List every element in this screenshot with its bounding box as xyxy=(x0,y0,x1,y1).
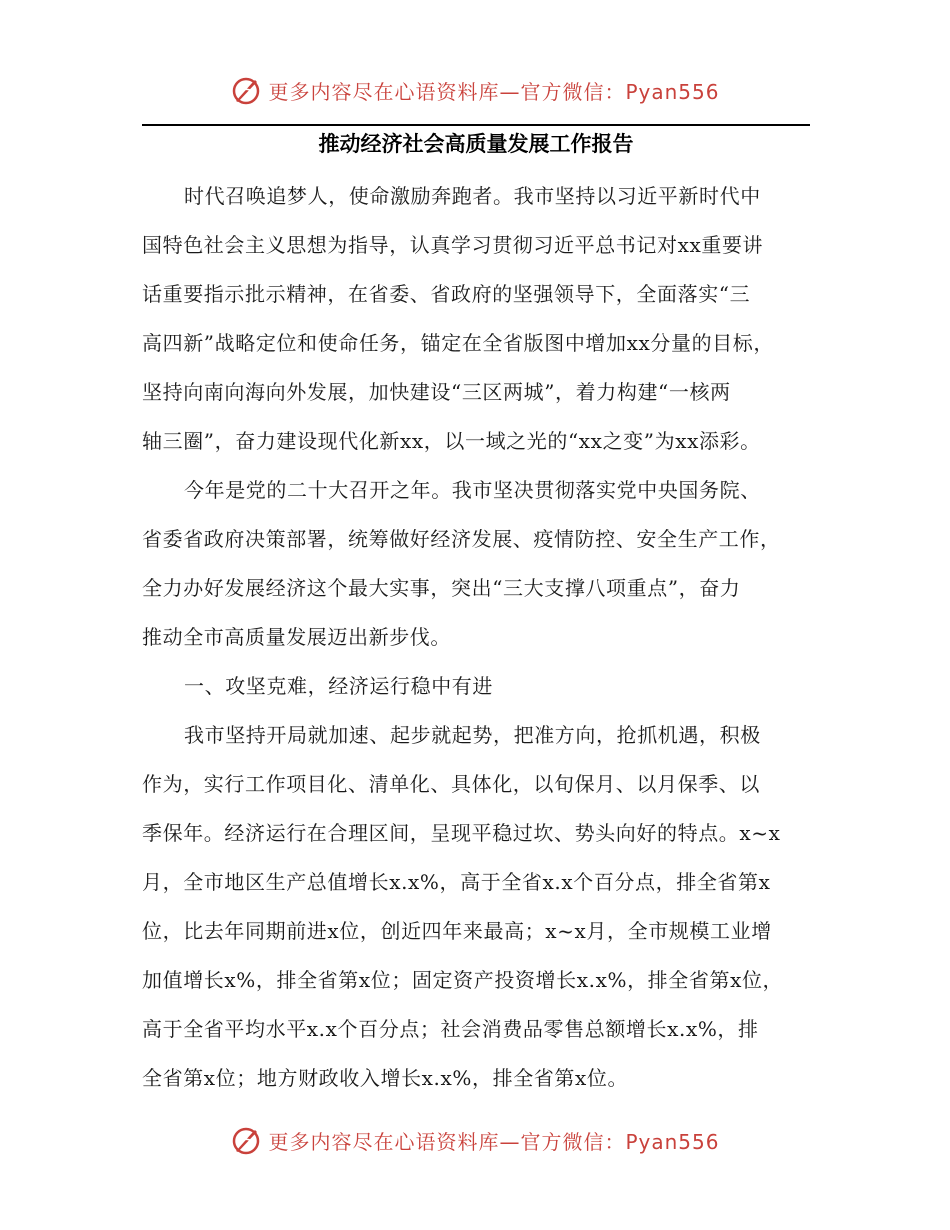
section-heading-1: 一、攻坚克难，经济运行稳中有进 xyxy=(184,674,493,698)
paragraph-3-line-5: 位，比去年同期前进x位，创近四年来最高；x~x月，全市规模工业增 xyxy=(142,919,772,943)
paragraph-1-line-6: 轴三圈”，奋力建设现代化新xx，以一域之光的“xx之变”为xx添彩。 xyxy=(142,429,761,453)
paragraph-3-line-2: 作为，实行工作项目化、清单化、具体化，以旬保月、以月保季、以 xyxy=(142,772,760,796)
paragraph-1-line-1: 时代召唤追梦人，使命激励奔跑者。我市坚持以习近平新时代中 xyxy=(184,184,761,208)
quill-logo-icon xyxy=(230,74,262,106)
quill-logo-icon xyxy=(230,1124,262,1156)
paragraph-3-line-3: 季保年。经济运行在合理区间，呈现平稳过坎、势头向好的特点。x~x xyxy=(142,821,781,845)
footer-banner-text: 更多内容尽在心语资料库—官方微信：Pyan556 xyxy=(268,1129,720,1154)
header-rule xyxy=(142,124,810,126)
paragraph-3-line-8: 全省第x位；地方财政收入增长x.x%，排全省第x位。 xyxy=(142,1066,629,1090)
paragraph-3-line-7: 高于全省平均水平x.x个百分点；社会消费品零售总额增长x.x%，排 xyxy=(142,1017,759,1041)
paragraph-1-line-3: 话重要指示批示精神，在省委、省政府的坚强领导下，全面落实“三 xyxy=(142,282,751,306)
paragraph-1-line-2: 国特色社会主义思想为指导，认真学习贯彻习近平总书记对xx重要讲 xyxy=(142,233,764,257)
paragraph-3-line-1: 我市坚持开局就加速、起步就起势，把准方向，抢抓机遇，积极 xyxy=(184,723,761,747)
paragraph-2-line-2: 省委省政府决策部署，统筹做好经济发展、疫情防控、安全生产工作， xyxy=(142,527,781,551)
paragraph-2-line-1: 今年是党的二十大召开之年。我市坚决贯彻落实党中央国务院、 xyxy=(184,478,761,502)
paragraph-1-line-5: 坚持向南向海向外发展，加快建设“三区两城”，着力构建“一核两 xyxy=(142,380,731,404)
document-body xyxy=(142,172,824,1103)
paragraph-1-line-4: 高四新”战略定位和使命任务，锚定在全省版图中增加xx分量的目标， xyxy=(142,331,774,355)
footer-banner xyxy=(0,1120,950,1160)
header-banner-text: 更多内容尽在心语资料库—官方微信：Pyan556 xyxy=(268,79,720,104)
document-title: 推动经济社会高质量发展工作报告 xyxy=(318,132,634,156)
paragraph-3-line-6: 加值增长x%，排全省第x位；固定资产投资增长x.x%，排全省第x位， xyxy=(142,968,784,992)
paragraph-2-line-3: 全力办好发展经济这个最大实事，突出“三大支撑八项重点”，奋力 xyxy=(142,576,741,600)
paragraph-2-line-4: 推动全市高质量发展迈出新步伐。 xyxy=(142,625,451,649)
header-banner xyxy=(0,70,950,110)
paragraph-3-line-4: 月，全市地区生产总值增长x.x%，高于全省x.x个百分点，排全省第x xyxy=(142,870,771,894)
